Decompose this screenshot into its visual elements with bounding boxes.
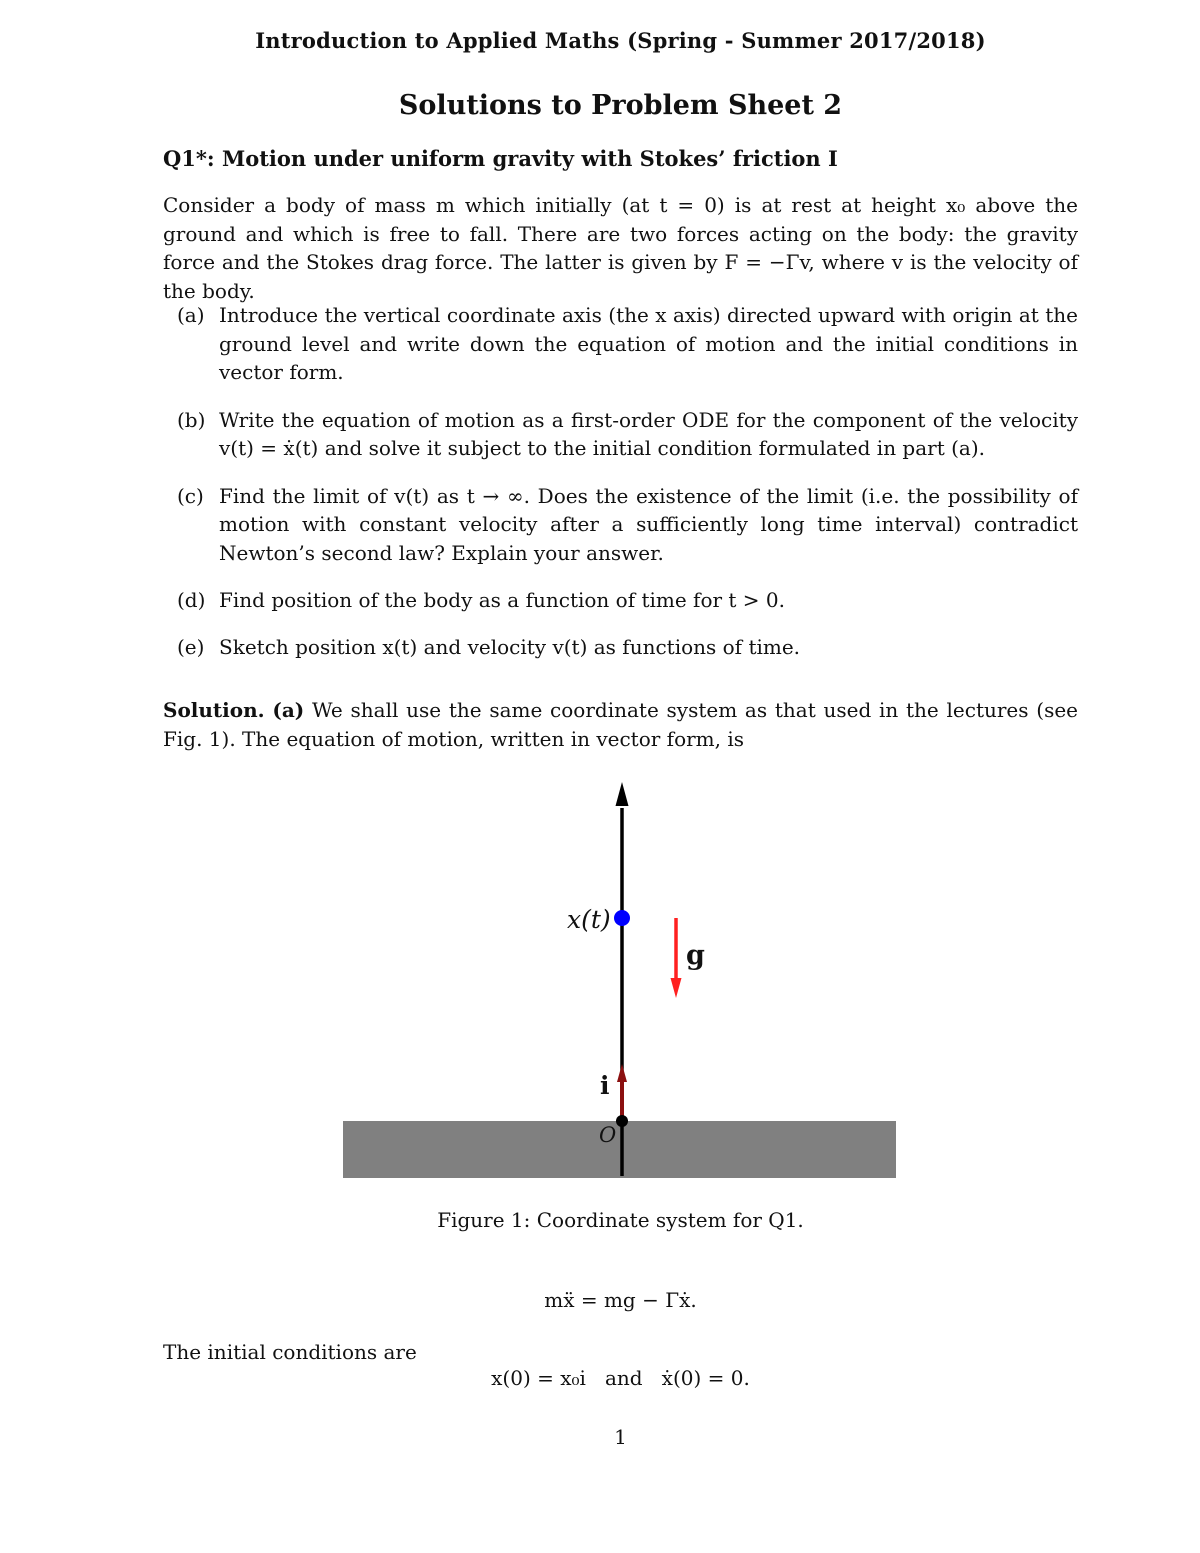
- initial-conditions-equation: x(0) = x₀i and ẋ(0) = 0.: [491, 1366, 750, 1390]
- question-heading: Q1*: Motion under uniform gravity with Stokes’ friction I: [163, 146, 838, 171]
- part-marker: (b): [177, 407, 206, 432]
- initial-conditions-label: The initial conditions are: [163, 1340, 417, 1364]
- part-text: Introduce the vertical coordinate axis (the x axis) directed upward with origin at the ground level and write down the equation of motion and the initial conditions in vector form.: [219, 303, 1078, 385]
- part-text: Sketch position x(t) and velocity v(t) as functions of time.: [219, 635, 801, 660]
- solution-part-label: (a): [272, 698, 305, 722]
- part-text: Find position of the body as a function of time for t > 0.: [219, 588, 785, 613]
- coordinate-diagram: [343, 778, 898, 1180]
- solution-text: We shall use the same coordinate system as that used in the lectures (see Fig. 1). The equation of motion, written in vector form, is: [163, 698, 1079, 751]
- part-marker: (e): [177, 635, 205, 660]
- question-intro: Consider a body of mass m which initially (at t = 0) is at rest at height x₀ above the ground and which is free to fall. There are two forces acting on the body: the gravity force and the Stokes drag force. The latter is given by F = −Γv, where v is the velocity of the body.: [163, 193, 1078, 304]
- gravity-label: g: [686, 940, 705, 971]
- question-part-a: [163, 301, 1078, 387]
- solution-paragraph: [163, 696, 1078, 753]
- question-part-e: [163, 633, 1078, 662]
- unit-vector-arrowhead: [617, 1064, 627, 1082]
- coordinate-figure: [343, 778, 898, 1180]
- figure-caption: Figure 1: Coordinate system for Q1.: [437, 1208, 804, 1232]
- part-marker: (c): [177, 483, 204, 508]
- question-parts-list: [163, 301, 1078, 681]
- part-marker: (a): [177, 303, 205, 327]
- part-text: Find the limit of v(t) as t → ∞. Does the existence of the limit (i.e. the possibility of motion with constant velocity after a sufficiently long time interval) contradict Newton’s second law? Explain your answer.: [219, 483, 1078, 565]
- equation-of-motion: mẍ = mg − Γẋ.: [544, 1288, 697, 1312]
- solution-label: Solution.: [163, 698, 265, 722]
- running-head: Introduction to Applied Maths (Spring - Summer 2017/2018): [255, 28, 986, 53]
- page-number: 1: [614, 1425, 627, 1449]
- gravity-arrowhead: [671, 978, 682, 998]
- body-point: [614, 910, 630, 926]
- position-label: x(t): [567, 905, 611, 934]
- ground-rect: [343, 1121, 896, 1178]
- part-text: Write the equation of motion as a first-order ODE for the component of the velocity v(t) = ẋ(t) and solve it subject to the initial condition formulated in part (a).: [219, 407, 1078, 461]
- part-marker: (d): [177, 588, 206, 613]
- origin-label: O: [599, 1123, 617, 1147]
- question-part-c: [163, 482, 1078, 568]
- origin-point: [616, 1115, 628, 1127]
- unit-vector-label: i: [600, 1071, 610, 1100]
- question-part-b: [163, 406, 1078, 463]
- question-part-d: [163, 586, 1078, 615]
- page-title: Solutions to Problem Sheet 2: [398, 90, 843, 121]
- x-axis-arrowhead: [616, 782, 629, 806]
